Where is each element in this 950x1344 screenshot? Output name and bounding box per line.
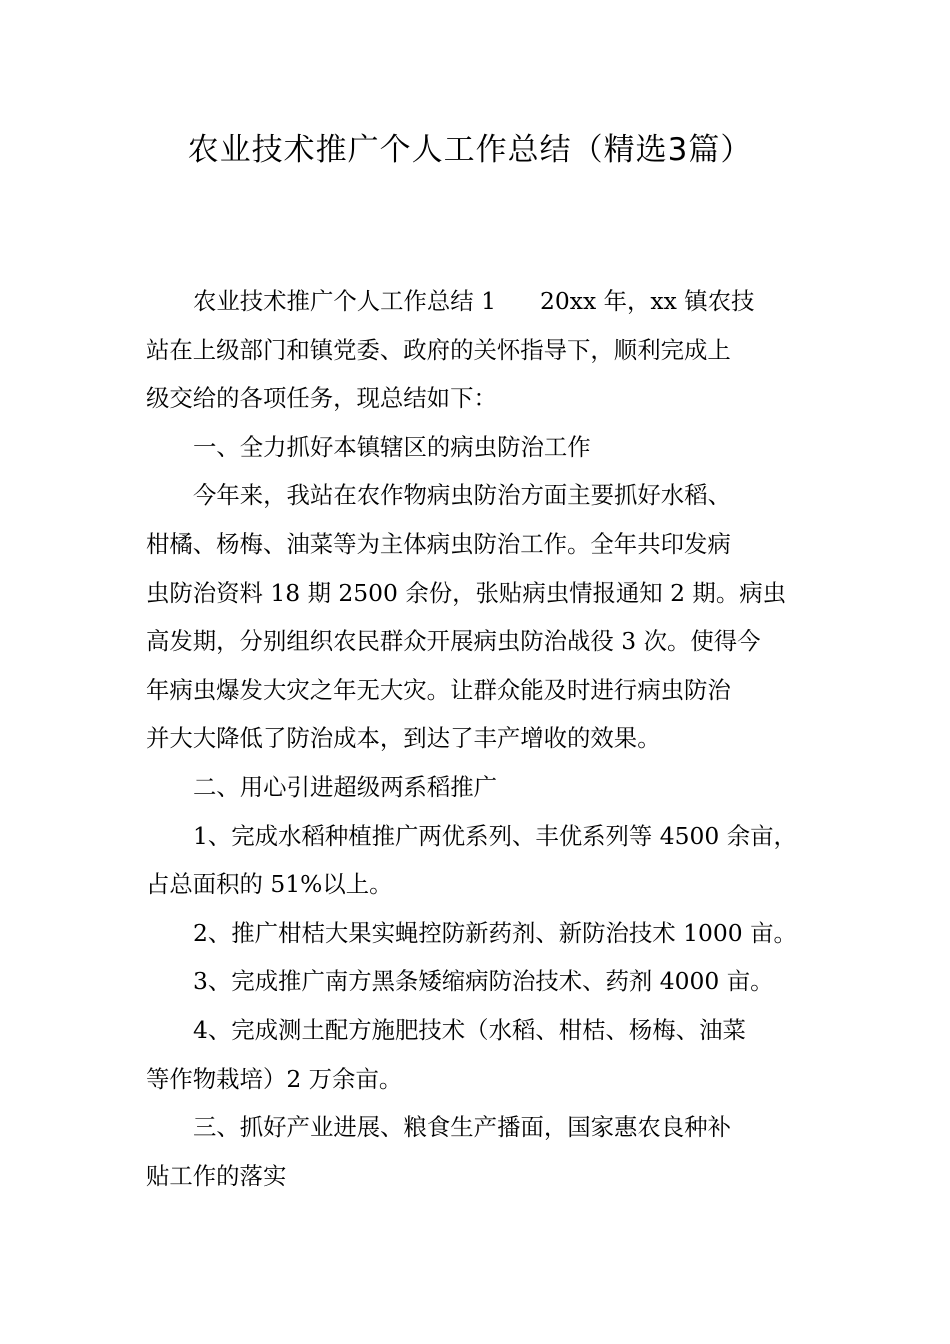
section-heading (146, 1103, 836, 1200)
paragraph-line: 4、完成测土配方施肥技术（水稻、柑桔、杨梅、油菜 (193, 1015, 746, 1044)
list-item (146, 812, 836, 909)
paragraph-line: 并大大降低了防治成本，到达了丰产增收的效果。 (146, 724, 661, 753)
paragraph-line: 1、完成水稻种植推广两优系列、丰优系列等 4500 余亩， (193, 821, 797, 850)
list-item (146, 957, 836, 1006)
paragraph-line (146, 277, 836, 326)
document-body (146, 277, 836, 1200)
list-item (146, 909, 836, 958)
list-item (146, 1006, 836, 1103)
paragraph-line: 2、推广柑桔大果实蝇控防新药剂、新防治技术 1000 亩。 (193, 918, 797, 947)
paragraph-line: 站在上级部门和镇党委、政府的关怀指导下，顺利完成上 (146, 335, 731, 364)
paragraph-line: 年病虫爆发大灾之年无大灾。让群众能及时进行病虫防治 (146, 675, 731, 704)
paragraph-line: 占总面积的 51%以上。 (146, 870, 393, 899)
paragraph-line: 级交给的各项任务，现总结如下： (146, 384, 497, 413)
heading-line: 二、用心引进超级两系稻推广 (193, 772, 498, 801)
paragraph-line: 今年来，我站在农作物病虫防治方面主要抓好水稻、 (193, 481, 731, 510)
paragraph-pest-control (146, 471, 836, 763)
heading-line: 一、全力抓好本镇辖区的病虫防治工作 (193, 432, 591, 461)
paragraph-line: 虫防治资料 18 期 2500 余份，张贴病虫情报通知 2 期。病虫 (146, 578, 786, 607)
section-heading (146, 423, 836, 472)
heading-line: 贴工作的落实 (146, 1161, 287, 1190)
paragraph-line: 3、完成推广南方黑条矮缩病防治技术、药剂 4000 亩。 (193, 967, 774, 996)
paragraph-text: 20xx 年，xx 镇农技 (540, 287, 755, 315)
section-heading (146, 763, 836, 812)
page-title: 农业技术推广个人工作总结（精选3篇） (187, 132, 753, 168)
paragraph-line: 高发期，分别组织农民群众开展病虫防治战役 3 次。使得今 (146, 627, 761, 656)
paragraph-intro (146, 277, 836, 423)
paragraph-line: 等作物栽培）2 万余亩。 (146, 1064, 403, 1093)
heading-line: 三、抓好产业进展、粮食生产播面，国家惠农良种补 (193, 1113, 731, 1142)
section-heading-1: 农业技术推广个人工作总结 1 (193, 287, 497, 315)
paragraph-line: 柑橘、杨梅、油菜等为主体病虫防治工作。全年共印发病 (146, 529, 731, 558)
